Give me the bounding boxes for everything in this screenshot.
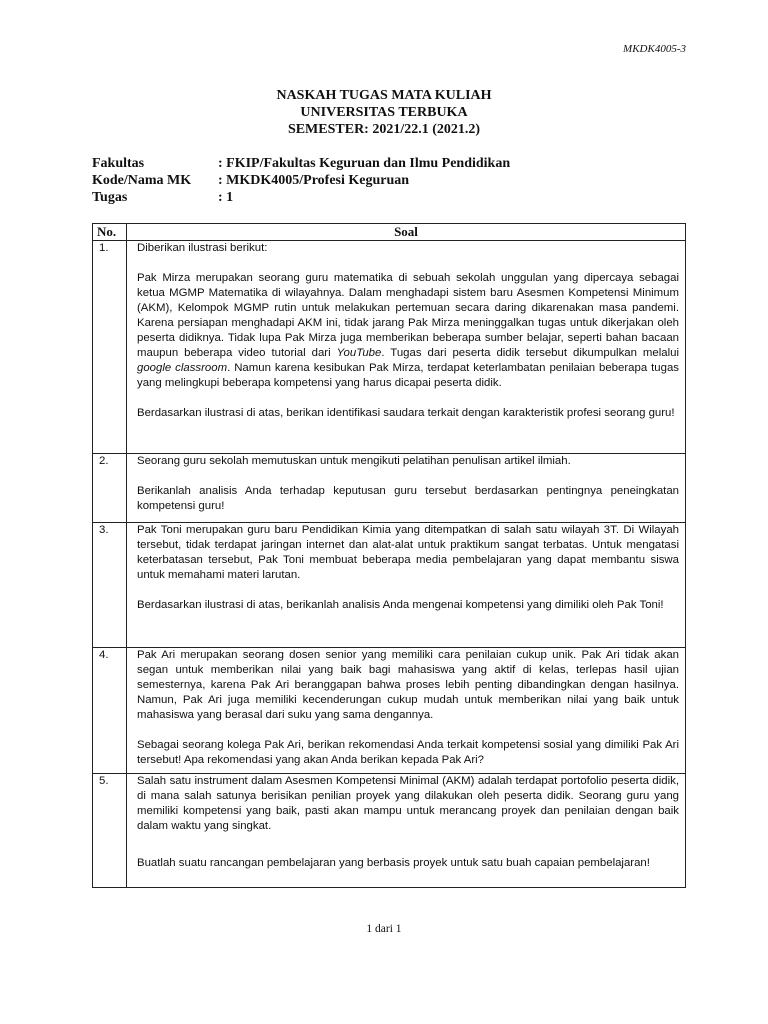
info-label: Kode/Nama MK	[92, 173, 192, 188]
question-text	[127, 454, 686, 523]
table-row	[93, 774, 686, 888]
info-row-assignment	[92, 189, 510, 206]
term-google-classroom: google classroom	[137, 362, 228, 374]
column-header-no: No.	[93, 224, 127, 241]
question-paragraph: Salah satu instrument dalam Asesmen Kompetensi Minimal (AKM) adalah terdapat portofolio peserta didik, di mana salah satunya berisikan penilian proyek yang dilakukan oleh peserta didik. Seorang guru yang memiliki kompetensi yang baik, pasti akan mampu untuk merancang proyek dan penilaian dengan baik dalam waktu yang singkat.	[137, 775, 679, 832]
table-row	[93, 523, 686, 648]
info-label: Tugas	[92, 190, 128, 205]
document-title	[0, 87, 768, 138]
question-number: 2.	[93, 454, 127, 523]
question-paragraph: Diberikan ilustrasi berikut:	[137, 242, 268, 254]
info-label: Fakultas	[92, 156, 145, 171]
page-number: 1 dari 1	[366, 923, 402, 935]
course-info	[92, 155, 510, 206]
question-paragraph: Pak Ari merupakan seorang dosen senior yang memiliki cara penilaian cukup unik. Pak Ari tidak akan segan untuk memberikan nilai yang baik bagi mahasiswa yang aktif di kelas, terlepas hasil ujian semesternya, karena Pak Ari beranggapan bahwa proses lebih penting dibandingkan dengan hasilnya. Namun, Pak Ari juga memiliki kecenderungan cukup mudah untuk memberikan nilai yang baik untuk mahasiswa yang berasal dari suku yang sama dengannya.	[137, 649, 679, 721]
question-text	[127, 241, 686, 454]
table-header-row	[93, 224, 686, 241]
question-paragraph: Berdasarkan ilustrasi di atas, berikanlah analisis Anda mengenai kompetensi yang dimiliki oleh Pak Toni!	[137, 599, 664, 611]
question-paragraph: Berikanlah analisis Anda terhadap keputusan guru tersebut berdasarkan pentingnya peneingkatan kompetensi guru!	[137, 485, 679, 512]
title-line-1: NASKAH TUGAS MATA KULIAH	[276, 88, 492, 103]
title-line-2: UNIVERSITAS TERBUKA	[300, 105, 468, 120]
question-text	[127, 648, 686, 774]
info-row-course	[92, 172, 510, 189]
question-paragraph: Seorang guru sekolah memutuskan untuk mengikuti pelatihan penulisan artikel ilmiah.	[137, 455, 571, 467]
document-code: MKDK4005-3	[623, 43, 686, 55]
info-value: : MKDK4005/Profesi Keguruan	[218, 173, 410, 188]
table-row	[93, 648, 686, 774]
term-youtube: YouTube	[336, 347, 382, 359]
column-header-soal: Soal	[127, 224, 686, 241]
question-paragraph: Pak Mirza merupakan seorang guru matematika di sebuah sekolah unggulan yang dipercaya sebagai ketua MGMP Matematika di wilayahnya. Dalam menghadapi sistem baru Asesmen Kompetensi Minimum (AKM), Kelompok MGMP rutin untuk melakukan pertemuan secara daring dikarenakan masa pandemi. Karena persiapan menghadapi AKM ini, tidak jarang Pak Mirza meninggalkan tugas untuk dikerjakan oleh peserta didiknya. Tidak lupa Pak Mirza juga memberikan beberapa sumber belajar, seperti bahan bacaan maupun beberapa video tutorial dari YouTube. Tugas dari peserta didik tersebut dikumpulkan melalui google classroom. Namun karena kesibukan Pak Mirza, terdapat keterlambatan penilaian beberapa tugas yang melingkupi beberapa kompetensi yang harus dicapai peserta didik.	[137, 272, 679, 389]
table-row	[93, 241, 686, 454]
info-value: : FKIP/Fakultas Keguruan dan Ilmu Pendidikan	[218, 156, 511, 171]
title-line-3: SEMESTER: 2021/22.1 (2021.2)	[287, 122, 481, 137]
question-paragraph: Pak Toni merupakan guru baru Pendidikan Kimia yang ditempatkan di salah satu wilayah 3T. Di Wilayah tersebut, tidak terdapat jaringan internet dan alat-alat untuk praktikum sangat terbatas. Untuk mengatasi keterbatasan tersebut, Pak Toni membuat beberapa media pembelajaran yang dapat membantu siswa untuk memahami materi larutan.	[137, 524, 679, 581]
question-paragraph: Buatlah suatu rancangan pembelajaran yang berbasis proyek untuk satu buah capaian pembelajaran!	[137, 857, 650, 869]
info-value: : 1	[218, 190, 234, 205]
question-number: 3.	[93, 523, 127, 648]
question-number: 4.	[93, 648, 127, 774]
question-text	[127, 774, 686, 888]
info-row-faculty	[92, 155, 510, 172]
question-number: 5.	[93, 774, 127, 888]
question-paragraph: Sebagai seorang kolega Pak Ari, berikan rekomendasi Anda terkait kompetensi sosial yang dimiliki Pak Ari tersebut! Apa rekomendasi yang akan Anda berikan kepada Pak Ari?	[137, 739, 679, 766]
question-text	[127, 523, 686, 648]
question-number: 1.	[93, 241, 127, 454]
question-paragraph: Berdasarkan ilustrasi di atas, berikan identifikasi saudara terkait dengan karakteristik profesi seorang guru!	[137, 407, 675, 419]
table-row	[93, 454, 686, 523]
questions-table	[92, 223, 686, 888]
